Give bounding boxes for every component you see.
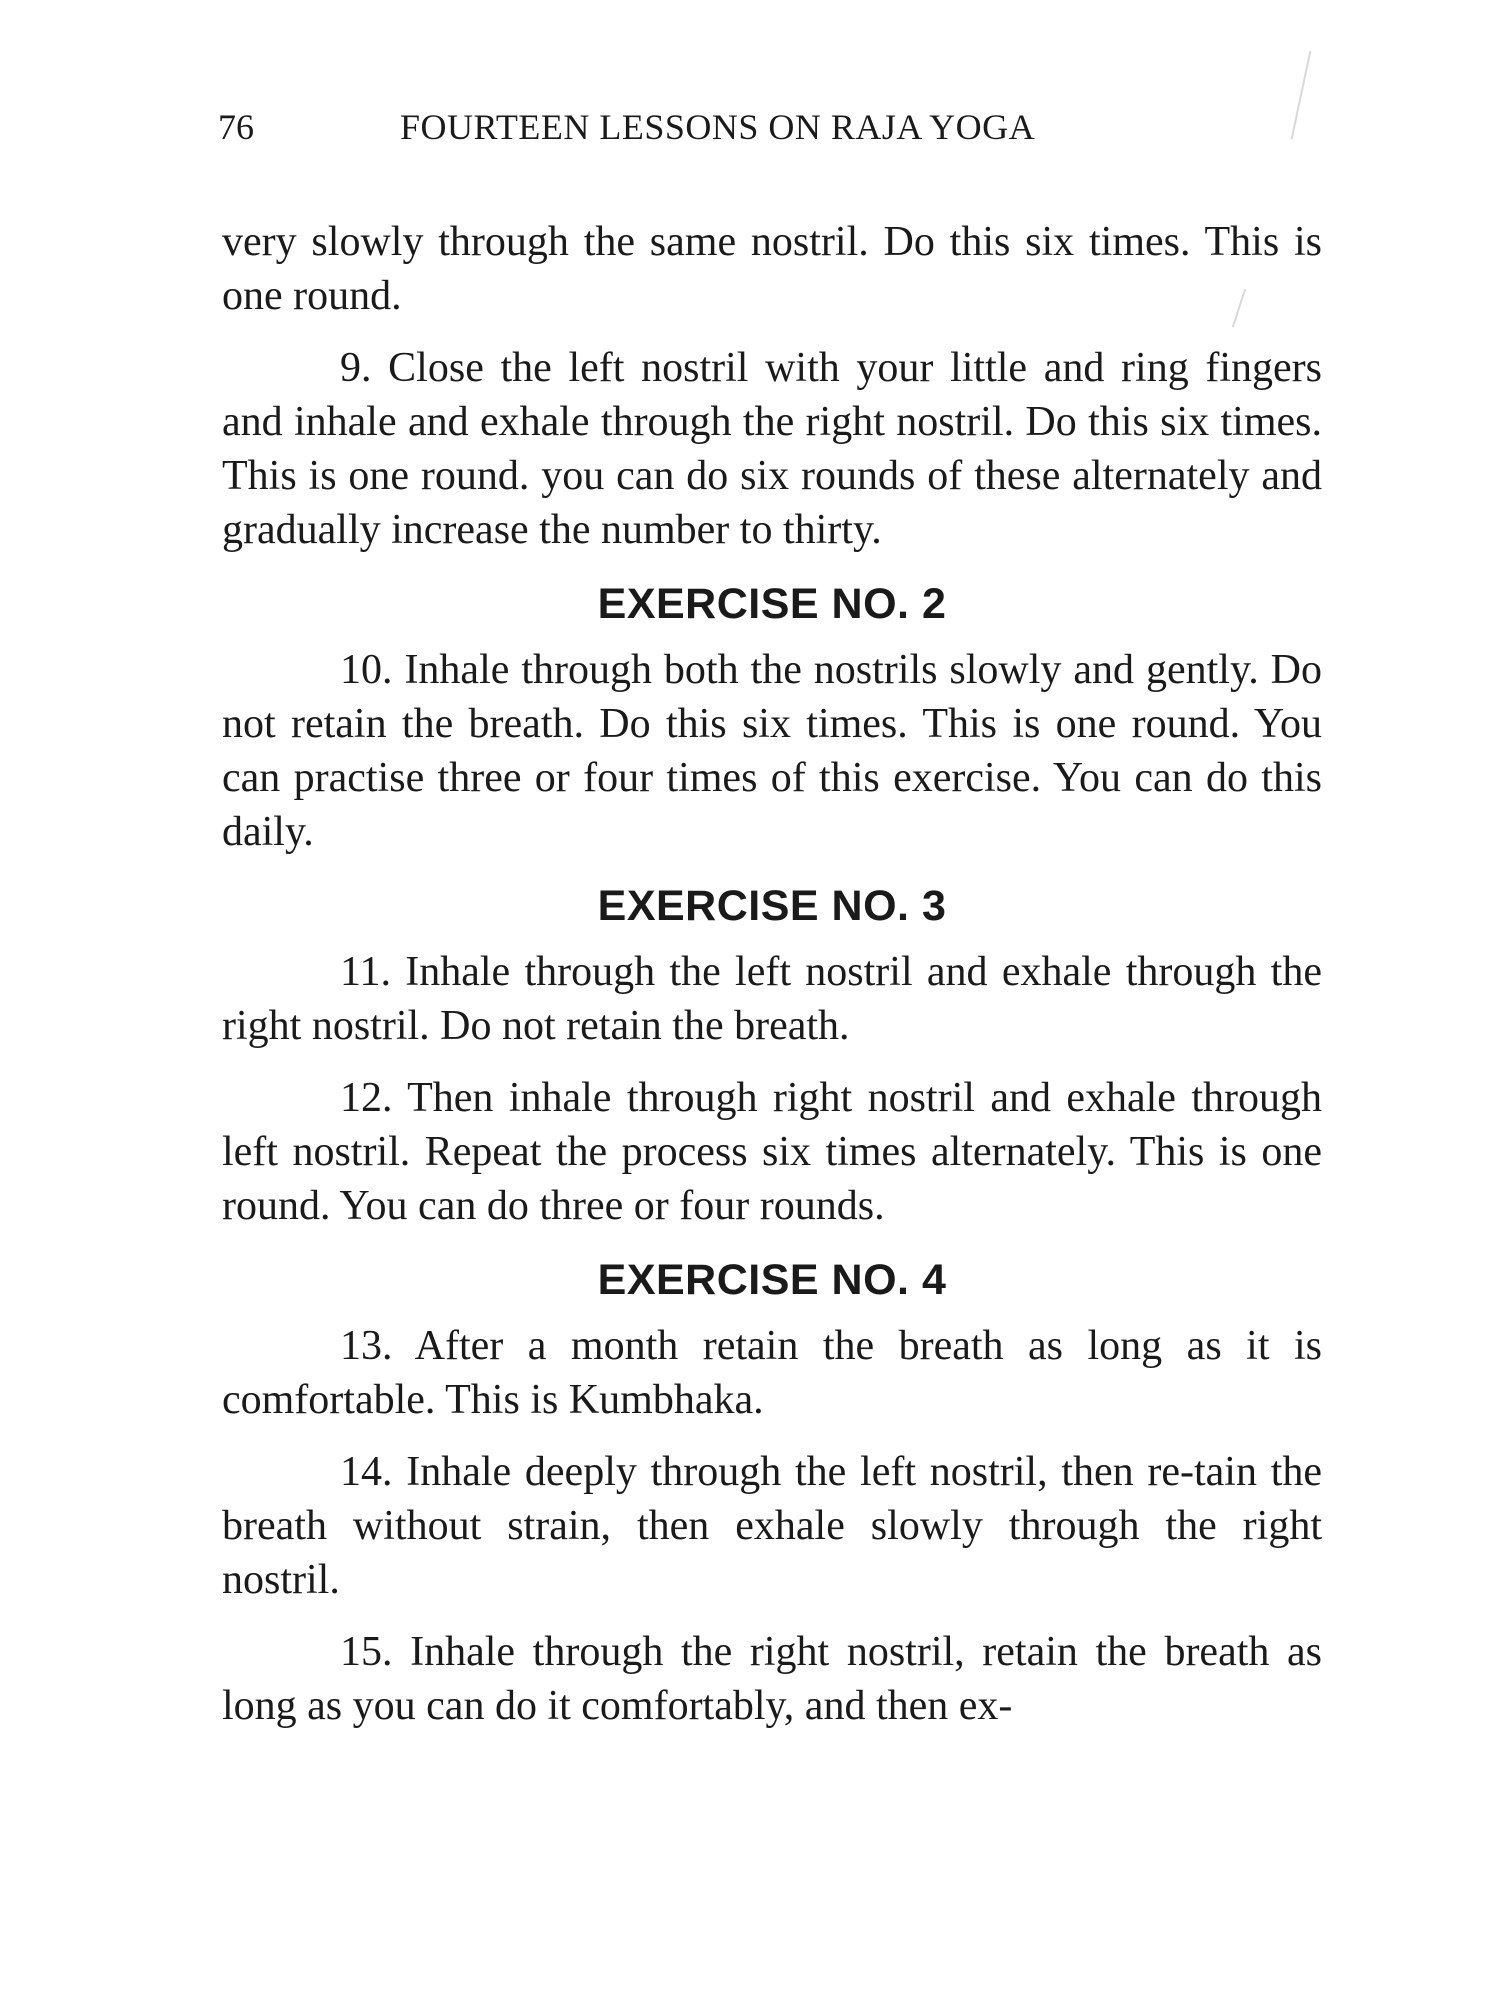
paragraph-13: 13. After a month retain the breath as long as it is comfortable. This is Kumbhaka. (222, 1323, 1322, 1423)
paragraph-10: 10. Inhale through both the nostrils slowly and gently. Do not retain the breath. Do this six times. This is one round. You can practise three or four times of this exercise. You can do this daily. (222, 647, 1322, 855)
paragraph-9: 9. Close the left nostril with your little and ring fingers and inhale and exhale through the right nostril. Do this six times. This is one round. you can do six rounds of these alternately and gradually increase the number to thirty. (222, 345, 1322, 553)
scan-mark (1291, 51, 1312, 139)
paragraph-11: 11. Inhale through the left nostril and exhale through the right nostril. Do not retain the breath. (222, 949, 1322, 1049)
page-number: 76 (218, 107, 254, 147)
exercise-2-heading: EXERCISE NO. 2 (597, 580, 947, 628)
paragraph-14: 14. Inhale deeply through the left nostril, then re-tain the breath without strain, then exhale slowly through the right nostril. (222, 1449, 1322, 1603)
book-title: FOURTEEN LESSONS ON RAJA YOGA (400, 107, 1036, 147)
running-head (218, 102, 1268, 152)
exercise-4-heading: EXERCISE NO. 4 (597, 1256, 947, 1304)
paragraph-continued: very slowly through the same nostril. Do this six times. This is one round. (222, 219, 1322, 319)
exercise-3-heading: EXERCISE NO. 3 (597, 882, 947, 930)
paragraph-12: 12. Then inhale through right nostril and exhale through left nostril. Repeat the process six times alternately. This is one round. You can do three or four rounds. (222, 1075, 1322, 1229)
paragraph-15: 15. Inhale through the right nostril, retain the breath as long as you can do it comfortably, and then ex- (222, 1629, 1322, 1729)
body-text (222, 215, 1322, 1733)
